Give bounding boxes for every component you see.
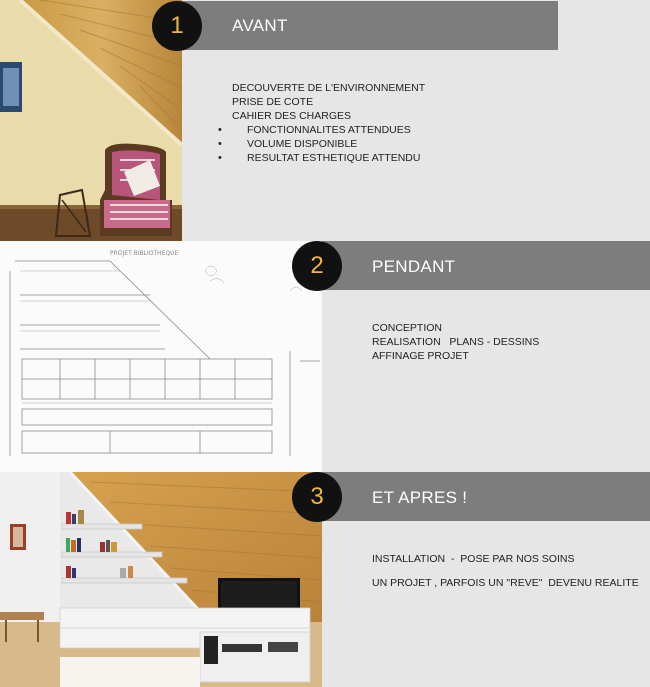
- section-list: [372, 552, 639, 590]
- section-list: [372, 321, 539, 363]
- section-title: PENDANT: [372, 257, 456, 276]
- sketch-plan-drawing: [0, 241, 322, 472]
- section-title: AVANT: [232, 16, 288, 35]
- list-item: AFFINAGE PROJET: [372, 350, 469, 362]
- list-item: DECOUVERTE DE L'ENVIRONNEMENT: [232, 82, 426, 94]
- section-avant: [0, 0, 650, 241]
- photo-after-bookshelf: [0, 472, 322, 687]
- step-number-badge: 3: [292, 472, 342, 522]
- section-title: ET APRES !: [372, 488, 468, 507]
- list-item: CONCEPTION: [372, 322, 443, 334]
- list-item: UN PROJET , PARFOIS UN "REVE" DEVENU REALITE: [372, 577, 639, 589]
- section-pendant: [0, 241, 650, 472]
- svg-text:PROJET BIBLIOTHEQUE: PROJET BIBLIOTHEQUE: [110, 250, 179, 257]
- list-item: • VOLUME DISPONIBLE: [232, 137, 425, 151]
- list-item: CAHIER DES CHARGES: [232, 110, 352, 122]
- list-item: REALISATION PLANS - DESSINS: [372, 336, 540, 348]
- section-et-apres: [0, 472, 650, 687]
- step-number-badge: 2: [292, 241, 342, 291]
- list-item: PRISE DE COTE: [232, 96, 314, 108]
- section-list: [232, 81, 425, 165]
- step-number-badge: 1: [152, 1, 202, 51]
- list-item: • FONCTIONNALITES ATTENDUES: [232, 123, 425, 137]
- list-item: INSTALLATION - POSE PAR NOS SOINS: [372, 553, 575, 565]
- list-item: • RESULTAT ESTHETIQUE ATTENDU: [232, 151, 425, 165]
